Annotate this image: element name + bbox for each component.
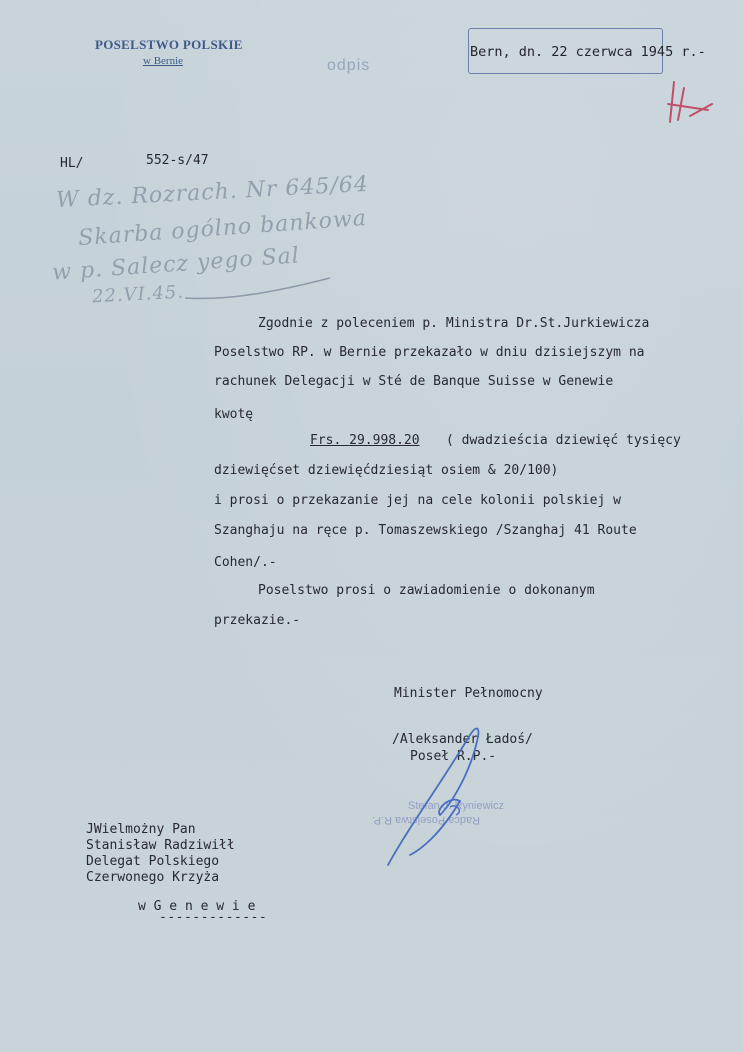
handwritten-date: 22.VI.45. — [91, 281, 185, 308]
addressee-dashes: ------------- — [159, 910, 268, 925]
reference-initials: HL/ — [60, 156, 84, 171]
body-line-6: i prosi o przekazanie jej na cele kolonii polskiej w — [214, 493, 621, 508]
copy-mark: odpis — [327, 57, 371, 74]
signer-stamp-line2: Radca Poselstwa R.P. — [372, 814, 481, 826]
body-line-3: rachunek Delegacji w Sté de Banque Suisse w Genewie — [214, 374, 614, 389]
red-pencil-mark-icon — [660, 78, 720, 128]
signature-title: Minister Pełnomocny — [394, 686, 543, 701]
handwritten-flourish-icon — [180, 270, 340, 310]
body-line-4: kwotę — [214, 407, 254, 422]
amount-label: Frs. 29.998.20 — [310, 433, 420, 448]
body-line-8: Cohen/.- — [214, 555, 277, 570]
body-line-7: Szanghaju na ręce p. Tomaszewskiego /Szanghaj 41 Route — [214, 523, 637, 538]
legation-stamp-line1: POSELSTWO POLSKIE — [95, 37, 243, 52]
addressee-city: w G e n e w i e — [138, 899, 256, 914]
addressee-line-2: Stanisław Radziwiłł — [86, 838, 235, 853]
handwritten-line1: W dz. Rozrach. Nr 645/64 — [55, 171, 370, 214]
addressee-line-1: JWielmożny Pan — [86, 822, 196, 837]
legation-stamp-line2: w Bernie — [143, 55, 184, 67]
addressee-line-4: Czerwonego Krzyża — [86, 870, 220, 885]
body-line-5: dziewięćset dziewięćdziesiąt osiem & 20/100) — [214, 463, 559, 478]
closing-line-1: Poselstwo prosi o zawiadomienie o dokonanym — [258, 583, 595, 598]
signature-role: Poseł R.P.- — [410, 749, 497, 764]
date-line: Bern, dn. 22 czerwca 1945 r.- — [470, 44, 706, 60]
body-line-1: Zgodnie z poleceniem p. Ministra Dr.St.Jurkiewicza — [258, 316, 650, 331]
handwritten-line3: w p. Salecz yego Sal — [51, 243, 301, 286]
reference-number: 552-s/47 — [146, 153, 209, 168]
signer-stamp-line1: Stefan J. Ryniewicz — [408, 800, 504, 812]
signature-name: /Aleksander Ładoś/ — [392, 732, 533, 747]
closing-line-2: przekazie.- — [214, 613, 301, 628]
body-line-2: Poselstwo RP. w Bernie przekazało w dniu dzisiejszym na — [214, 345, 645, 360]
addressee-line-3: Delegat Polskiego — [86, 854, 220, 869]
amount-words: ( dwadzieścia dziewięć tysięcy — [446, 433, 681, 448]
handwritten-line2: Skarba ogólno bankowa — [77, 205, 368, 252]
legation-stamp — [95, 36, 245, 70]
pen-signature-icon — [380, 715, 520, 875]
